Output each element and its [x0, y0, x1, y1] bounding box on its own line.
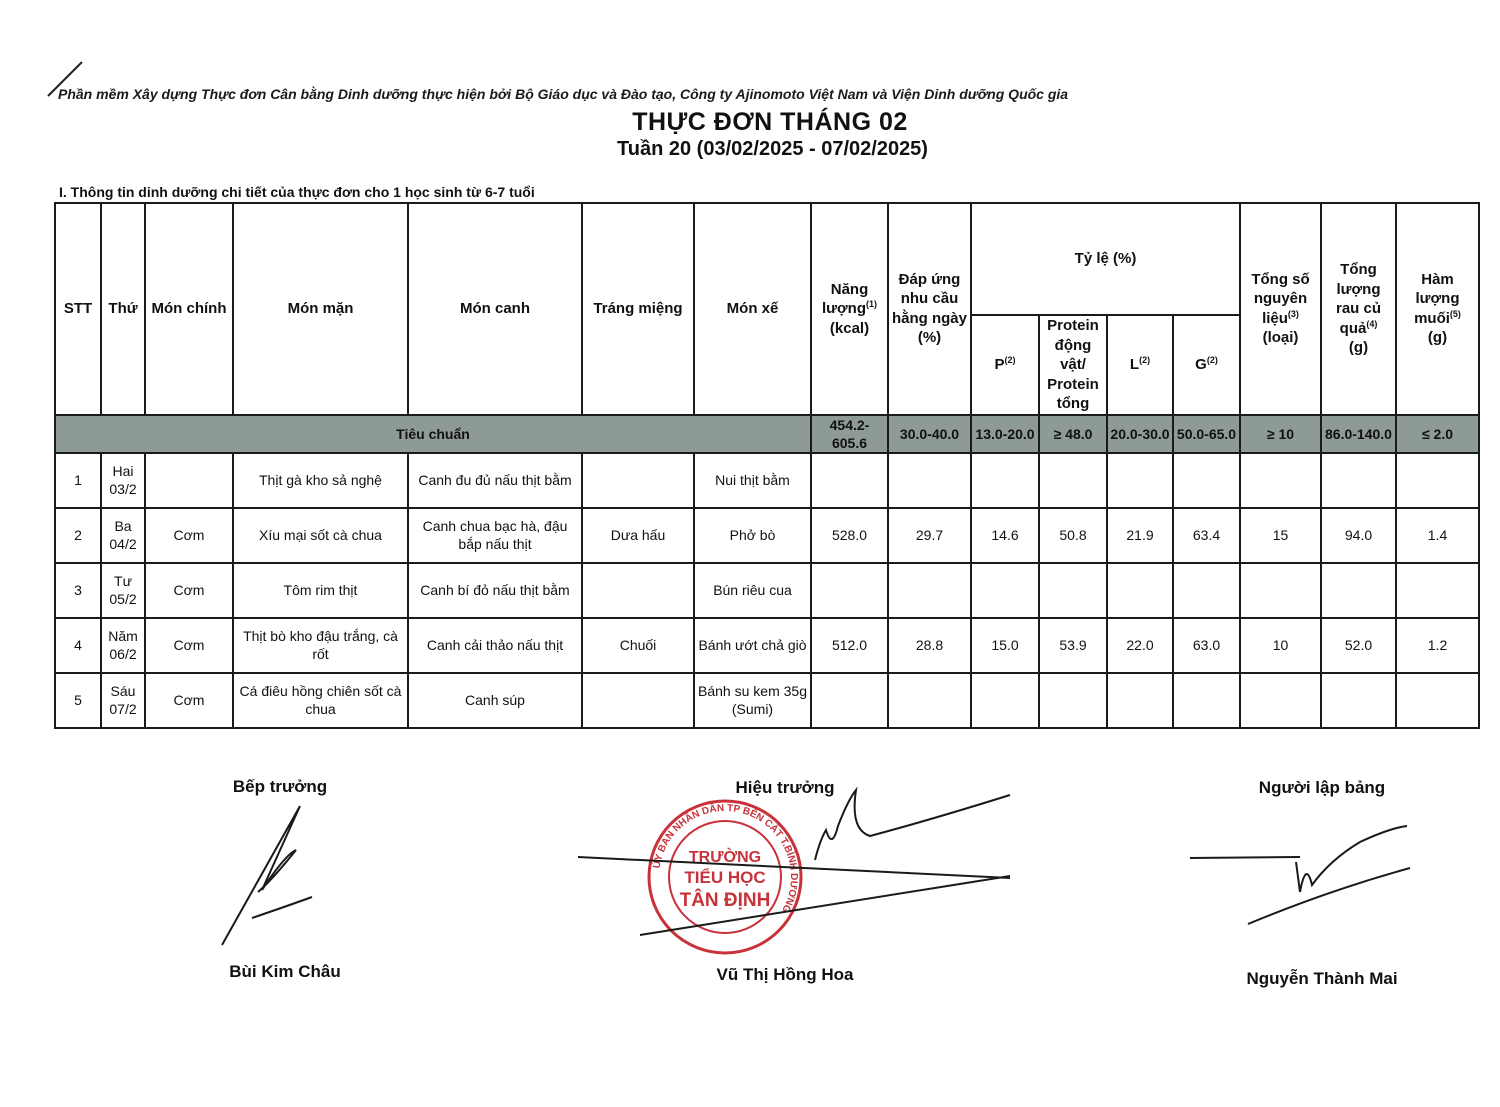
- cell-g: 63.0: [1173, 618, 1240, 673]
- preparer-title: Người lập bảng: [1258, 778, 1386, 797]
- cell-energy: 528.0: [811, 508, 888, 563]
- cell-mon-xe: Phở bò: [694, 508, 811, 563]
- cell-day: Sáu 07/2: [101, 673, 145, 728]
- standard-tong-so: ≥ 10: [1240, 415, 1321, 453]
- software-note: Phần mềm Xây dựng Thực đơn Cân bằng Dinh dưỡng thực hiện bởi Bộ Giáo dục và Đào tạo, Công ty Ajinomoto Việt Nam và Viện Dinh dưỡng Quốc gia: [58, 86, 1069, 102]
- chef-name: Bùi Kim Châu: [229, 962, 341, 981]
- cell-l: 22.0: [1107, 618, 1173, 673]
- cell-p: 14.6: [971, 508, 1039, 563]
- standard-p: 13.0-20.0: [971, 415, 1039, 453]
- cell-g: 63.4: [1173, 508, 1240, 563]
- cell-stt: 3: [55, 563, 101, 618]
- col-trang-mieng: Tráng miệng: [582, 203, 694, 415]
- cell-protein: 50.8: [1039, 508, 1107, 563]
- standard-energy: 454.2-605.6: [811, 415, 888, 453]
- col-tong-luong: Tổng lượng rau củ quả$^{(4)}$ (g): [1321, 203, 1396, 415]
- page-subtitle: Tuần 20 (03/02/2025 - 07/02/2025): [617, 138, 928, 160]
- cell-stt: 4: [55, 618, 101, 673]
- cell-muoi: 1.4: [1396, 508, 1479, 563]
- cell-mon-canh: Canh bí đỏ nấu thịt bằm: [408, 563, 582, 618]
- col-l: $L^{(2)}$: [1107, 315, 1173, 415]
- standard-protein: ≥ 48.0: [1039, 415, 1107, 453]
- cell-mon-xe: Nui thịt bằm: [694, 453, 811, 508]
- cell-dap-ung: 28.8: [888, 618, 971, 673]
- cell-trang-mieng: Dưa hấu: [582, 508, 694, 563]
- col-protein: Protein động vật/ Protein tổng: [1039, 315, 1107, 415]
- cell-mon-chinh: Cơm: [145, 508, 233, 563]
- cell-mon-chinh: Cơm: [145, 673, 233, 728]
- cell-protein: 53.9: [1039, 618, 1107, 673]
- cell-mon-chinh: Cơm: [145, 563, 233, 618]
- standard-l: 20.0-30.0: [1107, 415, 1173, 453]
- principal-signature: [578, 790, 1010, 935]
- cell-trang-mieng: Chuối: [582, 618, 694, 673]
- cell-mon-chinh: Cơm: [145, 618, 233, 673]
- col-nang-luong: Năng lượng$^{(1)}$ (kcal): [811, 203, 888, 415]
- cell-l: 21.9: [1107, 508, 1173, 563]
- cell-day: Ba 04/2: [101, 508, 145, 563]
- chef-signature: [222, 806, 312, 945]
- cell-mon-man: Tôm rim thịt: [233, 563, 408, 618]
- col-tong-so: Tổng số nguyên liệu$^{(3)}$ (loại): [1240, 203, 1321, 415]
- cell-mon-man: Thịt gà kho sả nghệ: [233, 453, 408, 508]
- col-p: $P^{(2)}$: [971, 315, 1039, 415]
- cell-rau-cu: 94.0: [1321, 508, 1396, 563]
- cell-rau-cu: 52.0: [1321, 618, 1396, 673]
- cell-mon-canh: Canh cải thảo nấu thịt: [408, 618, 582, 673]
- cell-mon-canh: Canh chua bạc hà, đậu bắp nấu thịt: [408, 508, 582, 563]
- standard-rau-cu: 86.0-140.0: [1321, 415, 1396, 453]
- cell-mon-xe: Bánh su kem 35g (Sumi): [694, 673, 811, 728]
- cell-tong-so: 10: [1240, 618, 1321, 673]
- stamp-ring: ỦY BAN NHÂN DÂN TP BẾN CÁT T.BÌNH DƯƠNG: [651, 802, 800, 915]
- cell-day: Tư 05/2: [101, 563, 145, 618]
- col-ham-luong: Hàm lượng muối$^{(5)}$ (g): [1396, 203, 1479, 415]
- stamp-line-3: TÂN ĐỊNH: [679, 890, 771, 911]
- cell-mon-xe: Bún riêu cua: [694, 563, 811, 618]
- cell-dap-ung: 29.7: [888, 508, 971, 563]
- col-mon-man: Món mặn: [233, 203, 408, 415]
- cell-day: Năm 06/2: [101, 618, 145, 673]
- standard-g: 50.0-65.0: [1173, 415, 1240, 453]
- standard-label: Tiêu chuẩn: [55, 415, 811, 453]
- cell-mon-xe: Bánh ướt chả giò: [694, 618, 811, 673]
- col-mon-chinh: Món chính: [145, 203, 233, 415]
- col-g: $G^{(2)}$: [1173, 315, 1240, 415]
- col-thu: Thứ: [101, 203, 145, 415]
- col-ty-le: Tỷ lệ (%): [971, 203, 1240, 315]
- chef-title: Bếp trưởng: [232, 777, 328, 796]
- cell-stt: 1: [55, 453, 101, 508]
- cell-stt: 2: [55, 508, 101, 563]
- standard-dap-ung: 30.0-40.0: [888, 415, 971, 453]
- cell-day: Hai 03/2: [101, 453, 145, 508]
- principal-title: Hiệu trưởng: [735, 778, 835, 797]
- stamp-line-2: TIỂU HỌC: [684, 868, 766, 887]
- section-heading: I. Thông tin dinh dưỡng chi tiết của thực đơn cho 1 học sinh từ 6-7 tuổi: [59, 184, 535, 200]
- principal-name: Vũ Thị Hồng Hoa: [716, 965, 854, 984]
- cell-tong-so: 15: [1240, 508, 1321, 563]
- col-mon-xe: Món xế: [694, 203, 811, 415]
- cell-mon-man: Thịt bò kho đậu trắng, cà rốt: [233, 618, 408, 673]
- cell-energy: 512.0: [811, 618, 888, 673]
- standard-muoi: ≤ 2.0: [1396, 415, 1479, 453]
- cell-mon-man: Cá điêu hồng chiên sốt cà chua: [233, 673, 408, 728]
- col-dap-ung: Đáp ứng nhu cầu hằng ngày (%): [888, 203, 971, 415]
- cell-stt: 5: [55, 673, 101, 728]
- stamp-line-1: TRƯỜNG: [688, 849, 762, 866]
- cell-mon-canh: Canh súp: [408, 673, 582, 728]
- page-title: THỰC ĐƠN THÁNG 02: [632, 108, 908, 136]
- col-stt: STT: [55, 203, 101, 415]
- cell-p: 15.0: [971, 618, 1039, 673]
- cell-mon-canh: Canh đu đủ nấu thịt bằm: [408, 453, 582, 508]
- preparer-name: Nguyễn Thành Mai: [1246, 969, 1398, 988]
- preparer-signature: [1190, 826, 1410, 924]
- cell-mon-man: Xíu mại sốt cà chua: [233, 508, 408, 563]
- col-mon-canh: Món canh: [408, 203, 582, 415]
- cell-muoi: 1.2: [1396, 618, 1479, 673]
